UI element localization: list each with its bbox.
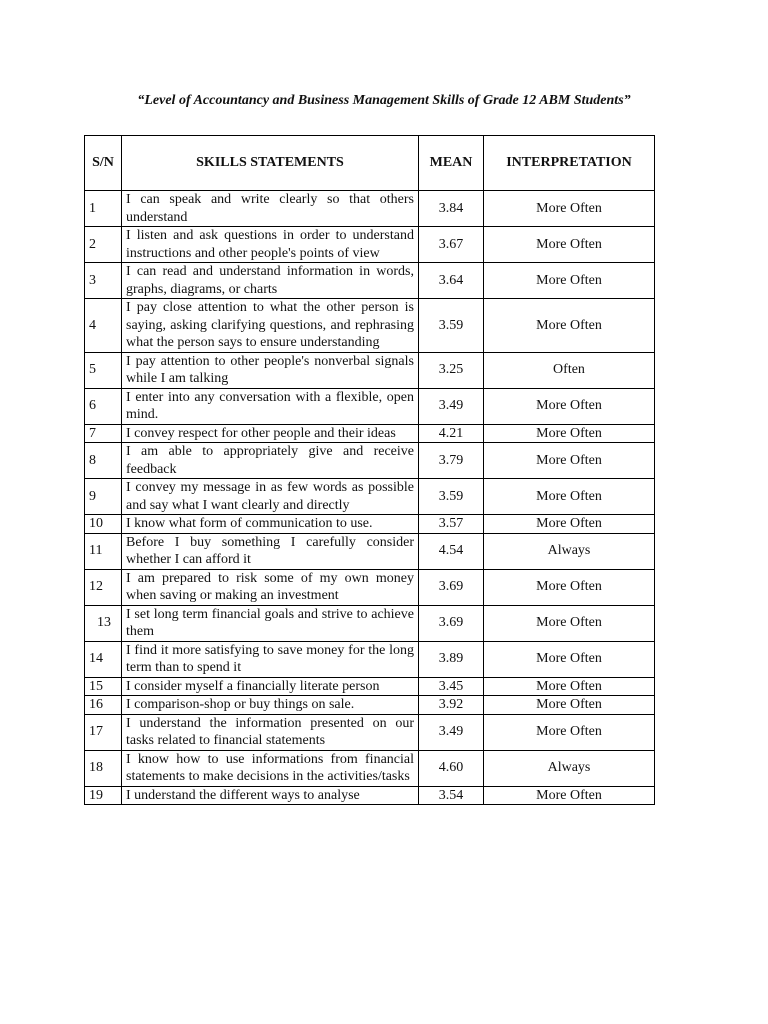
row-mean: 3.49 <box>419 714 484 750</box>
row-sn: 7 <box>85 424 122 443</box>
row-mean: 3.92 <box>419 696 484 715</box>
row-statement: I convey my message in as few words as possible and say what I want clearly and directly <box>122 479 419 515</box>
header-sn: S/N <box>85 136 122 191</box>
row-interpretation: More Often <box>484 641 655 677</box>
row-interpretation: More Often <box>484 227 655 263</box>
row-statement: I know what form of communication to use. <box>122 515 419 534</box>
header-row <box>85 136 655 191</box>
table-row <box>85 227 655 263</box>
table-row <box>85 263 655 299</box>
table-row <box>85 750 655 786</box>
row-statement: I understand the information presented on our tasks related to financial statements <box>122 714 419 750</box>
table-row <box>85 191 655 227</box>
row-sn: 13 <box>85 605 122 641</box>
row-statement: I find it more satisfying to save money for the long term than to spend it <box>122 641 419 677</box>
row-interpretation: More Often <box>484 388 655 424</box>
row-sn: 6 <box>85 388 122 424</box>
row-mean: 3.57 <box>419 515 484 534</box>
row-statement: I understand the different ways to analyse <box>122 786 419 805</box>
row-mean: 3.54 <box>419 786 484 805</box>
row-interpretation: More Often <box>484 677 655 696</box>
row-mean: 4.60 <box>419 750 484 786</box>
row-sn: 19 <box>85 786 122 805</box>
table-row <box>85 605 655 641</box>
row-statement: I listen and ask questions in order to understand instructions and other people's points of view <box>122 227 419 263</box>
table-row <box>85 443 655 479</box>
row-mean: 3.89 <box>419 641 484 677</box>
row-interpretation: Always <box>484 750 655 786</box>
row-sn: 14 <box>85 641 122 677</box>
row-interpretation: Always <box>484 533 655 569</box>
row-interpretation: More Often <box>484 479 655 515</box>
row-statement: I pay close attention to what the other person is saying, asking clarifying questions, and rephrasing what the person says to ensure understanding <box>122 299 419 353</box>
table-row <box>85 424 655 443</box>
row-interpretation: More Often <box>484 424 655 443</box>
row-interpretation: More Often <box>484 299 655 353</box>
row-interpretation: More Often <box>484 569 655 605</box>
row-mean: 4.54 <box>419 533 484 569</box>
row-interpretation: More Often <box>484 515 655 534</box>
row-mean: 3.84 <box>419 191 484 227</box>
row-sn: 12 <box>85 569 122 605</box>
table-row <box>85 641 655 677</box>
row-mean: 3.79 <box>419 443 484 479</box>
row-sn: 17 <box>85 714 122 750</box>
row-sn: 11 <box>85 533 122 569</box>
table-body <box>85 191 655 805</box>
row-sn: 8 <box>85 443 122 479</box>
row-mean: 3.69 <box>419 569 484 605</box>
table-row <box>85 479 655 515</box>
row-statement: I enter into any conversation with a flexible, open mind. <box>122 388 419 424</box>
row-interpretation: More Often <box>484 714 655 750</box>
row-statement: I know how to use informations from financial statements to make decisions in the activities/tasks <box>122 750 419 786</box>
row-statement: I am able to appropriately give and receive feedback <box>122 443 419 479</box>
row-sn: 15 <box>85 677 122 696</box>
row-sn: 2 <box>85 227 122 263</box>
row-interpretation: Often <box>484 352 655 388</box>
row-mean: 3.69 <box>419 605 484 641</box>
table-row <box>85 714 655 750</box>
skills-table <box>84 135 655 805</box>
table-row <box>85 299 655 353</box>
row-statement: I can speak and write clearly so that others understand <box>122 191 419 227</box>
document-title: “Level of Accountancy and Business Management Skills of Grade 12 ABM Students” <box>137 93 631 108</box>
row-interpretation: More Often <box>484 605 655 641</box>
header-interpretation: INTERPRETATION <box>484 136 655 191</box>
row-statement: Before I buy something I carefully consider whether I can afford it <box>122 533 419 569</box>
row-interpretation: More Often <box>484 786 655 805</box>
row-mean: 3.49 <box>419 388 484 424</box>
table-row <box>85 569 655 605</box>
row-mean: 3.25 <box>419 352 484 388</box>
row-statement: I consider myself a financially literate person <box>122 677 419 696</box>
row-sn: 9 <box>85 479 122 515</box>
row-interpretation: More Often <box>484 191 655 227</box>
table-row <box>85 515 655 534</box>
row-sn: 3 <box>85 263 122 299</box>
row-statement: I set long term financial goals and strive to achieve them <box>122 605 419 641</box>
row-interpretation: More Often <box>484 696 655 715</box>
table-row <box>85 352 655 388</box>
row-interpretation: More Often <box>484 443 655 479</box>
row-mean: 3.67 <box>419 227 484 263</box>
table-row <box>85 677 655 696</box>
row-sn: 4 <box>85 299 122 353</box>
row-sn: 18 <box>85 750 122 786</box>
row-mean: 3.59 <box>419 479 484 515</box>
header-mean: MEAN <box>419 136 484 191</box>
header-skills-statements: SKILLS STATEMENTS <box>122 136 419 191</box>
row-mean: 3.45 <box>419 677 484 696</box>
row-sn: 1 <box>85 191 122 227</box>
row-mean: 4.21 <box>419 424 484 443</box>
table-row <box>85 786 655 805</box>
table-row <box>85 388 655 424</box>
row-mean: 3.59 <box>419 299 484 353</box>
row-mean: 3.64 <box>419 263 484 299</box>
table-row <box>85 696 655 715</box>
row-statement: I pay attention to other people's nonverbal signals while I am talking <box>122 352 419 388</box>
table-row <box>85 533 655 569</box>
row-statement: I can read and understand information in words, graphs, diagrams, or charts <box>122 263 419 299</box>
row-interpretation: More Often <box>484 263 655 299</box>
row-statement: I convey respect for other people and their ideas <box>122 424 419 443</box>
row-sn: 5 <box>85 352 122 388</box>
row-statement: I comparison-shop or buy things on sale. <box>122 696 419 715</box>
table-header <box>85 136 655 191</box>
row-sn: 10 <box>85 515 122 534</box>
row-statement: I am prepared to risk some of my own money when saving or making an investment <box>122 569 419 605</box>
row-sn: 16 <box>85 696 122 715</box>
